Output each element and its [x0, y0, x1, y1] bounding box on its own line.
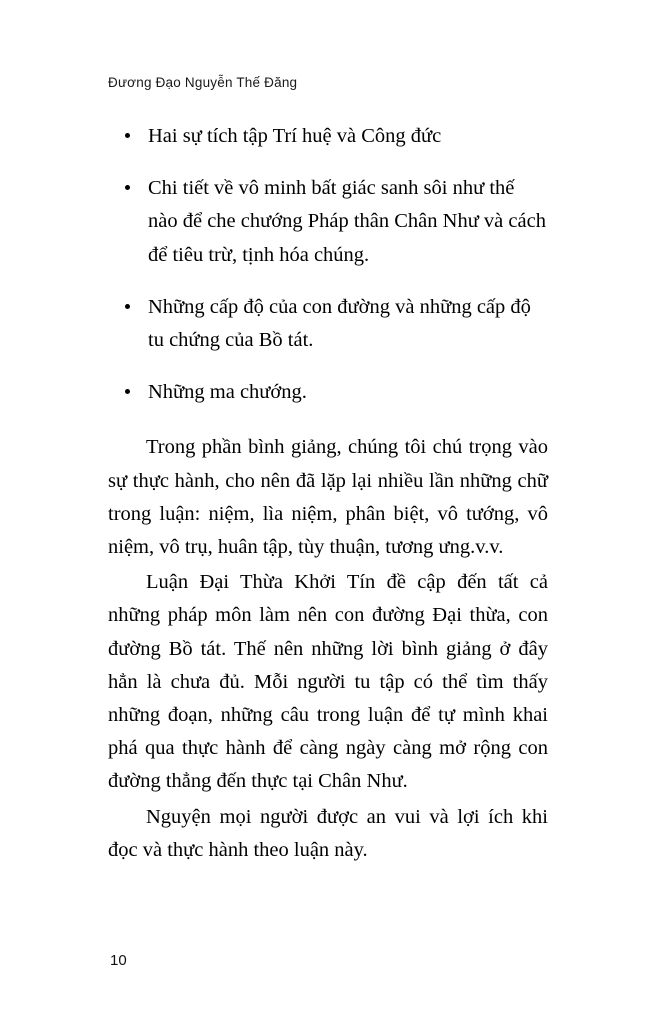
page-number: 10 [110, 952, 127, 969]
list-item [108, 120, 548, 153]
list-item [108, 172, 548, 272]
list-item-text: Chi tiết về vô minh bất giác sanh sôi như thế nào để che chướng Pháp thân Chân Như và cách để tiêu trừ, tịnh hóa chúng. [148, 177, 546, 266]
bullet-list [108, 120, 548, 409]
bullet-dot-icon [125, 304, 130, 309]
list-item-text: Những ma chướng. [148, 381, 307, 404]
paragraph: Trong phần bình giảng, chúng tôi chú trọng vào sự thực hành, cho nên đã lặp lại nhiều lần những chữ trong luận: niệm, lìa niệm, phân biệt, vô tướng, vô niệm, vô trụ, huân tập, tùy thuận, tương ưng.v.v. [108, 436, 548, 559]
list-item [108, 291, 548, 357]
running-head: Đương Đạo Nguyễn Thế Đăng [108, 75, 298, 90]
list-item [108, 376, 548, 409]
list-item-text: Những cấp độ của con đường và những cấp độ tu chứng của Bồ tát. [148, 295, 531, 352]
paragraph: Nguyện mọi người được an vui và lợi ích khi đọc và thực hành theo luận này. [108, 805, 548, 861]
bullet-dot-icon [125, 185, 130, 190]
list-item-text: Hai sự tích tập Trí huệ và Công đức [148, 125, 442, 147]
body-paragraphs [108, 431, 548, 867]
bullet-dot-icon [125, 133, 130, 138]
paragraph: Luận Đại Thừa Khởi Tín đề cập đến tất cả những pháp môn làm nên con đường Đại thừa, con đường Bồ tát. Thế nên những lời bình giảng ở đây hẳn là chưa đủ. Mỗi người tu tập có thể tìm thấy những đoạn, những câu trong luận để tự mình khai phá qua thực hành để càng ngày càng mở rộng con đường thẳng đến thực tại Chân Như. [108, 571, 548, 793]
page-content [108, 120, 548, 867]
bullet-dot-icon [125, 389, 130, 394]
